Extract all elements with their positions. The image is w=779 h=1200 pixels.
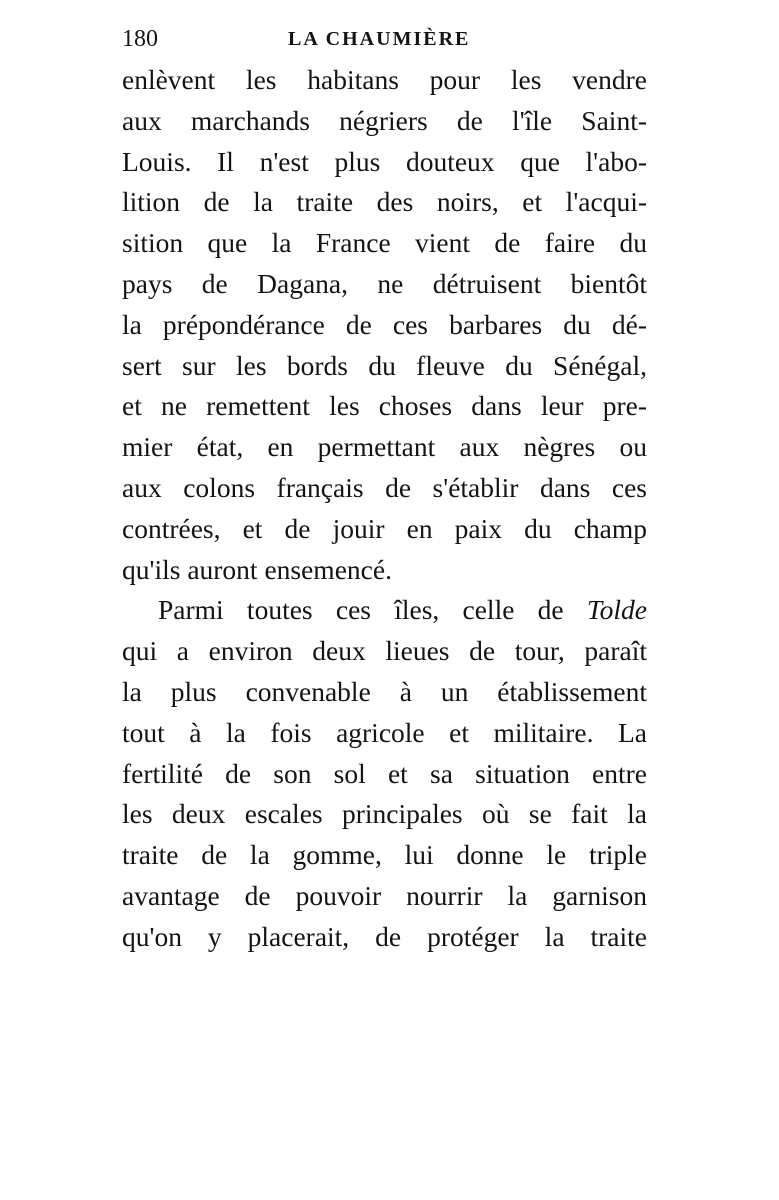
place-name-italic: Tolde bbox=[586, 594, 647, 626]
text-line: contrées, et de jouir en paix du champ bbox=[122, 512, 647, 544]
text-line: lition de la traite des noirs, et l'acqui- bbox=[122, 186, 647, 218]
text-line: sition que la France vient de faire du bbox=[122, 227, 647, 259]
page-header bbox=[122, 26, 647, 56]
text-run: Parmi toutes ces îles, celle de bbox=[158, 594, 587, 626]
text-line: mier état, en permettant aux nègres ou bbox=[122, 431, 647, 463]
text-line: tout à la fois agricole et militaire. La bbox=[122, 716, 647, 748]
text-line: Louis. Il n'est plus douteux que l'abo- bbox=[122, 145, 647, 177]
text-line: la plus convenable à un établissement bbox=[122, 675, 647, 707]
text-line: enlèvent les habitans pour les vendre bbox=[122, 64, 647, 95]
text-line: les deux escales principales où se fait la bbox=[122, 798, 647, 830]
text-line: pays de Dagana, ne détruisent bientôt bbox=[122, 267, 647, 299]
text-line: qui a environ deux lieues de tour, paraît bbox=[122, 635, 647, 667]
paragraph-1 bbox=[122, 60, 647, 590]
text-line: et ne remettent les choses dans leur pre- bbox=[122, 390, 647, 422]
text-line: avantage de pouvoir nourrir la garnison bbox=[122, 879, 647, 911]
body-text bbox=[122, 60, 647, 958]
text-line: sert sur les bords du fleuve du Sénégal, bbox=[122, 349, 647, 381]
text-line: qu'on y placerait, de protéger la traite bbox=[122, 920, 647, 952]
paragraph-2 bbox=[122, 590, 647, 957]
text-line: fertilité de son sol et sa situation entre bbox=[122, 757, 647, 789]
text-line: la prépondérance de ces barbares du dé- bbox=[122, 308, 647, 340]
page-number: 180 bbox=[122, 26, 158, 52]
text-line: aux marchands négriers de l'île Saint- bbox=[122, 104, 647, 136]
text-line: traite de la gomme, lui donne le triple bbox=[122, 839, 647, 871]
running-head: LA CHAUMIÈRE bbox=[288, 28, 471, 50]
text-line: qu'ils auront ensemencé. bbox=[122, 553, 392, 585]
text-line-first bbox=[122, 590, 647, 631]
text-line: aux colons français de s'établir dans ces bbox=[122, 471, 647, 503]
